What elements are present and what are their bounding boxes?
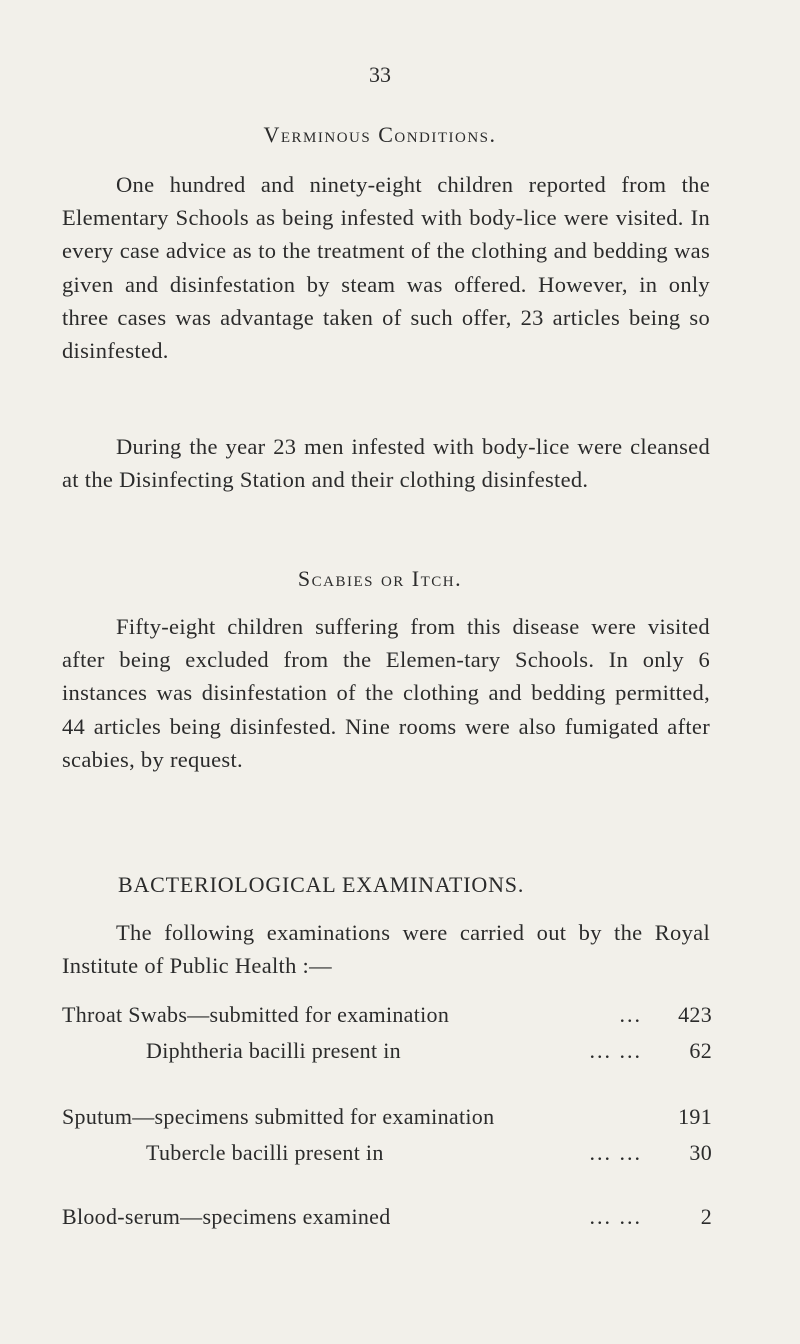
row-label: Throat Swabs—submitted for examination [62,1002,450,1027]
bacteriological-heading: BACTERIOLOGICAL EXAMINATIONS. [118,872,525,897]
verminous-paragraph-1: One hundred and ninety-eight children reported from the Elementary Schools as being infested with body-lice were visited. In every case advice as to the treatment of the clothing and bedding was given and disinfestation by steam was offered. However, in only three cases was advantage taken of such offer, 23 articles being so disinfested. [62,172,710,364]
leader-dots: ... ... [589,1140,642,1165]
row-value: 30 [689,1140,712,1165]
table-row [62,1204,712,1230]
leader-dots: ... [619,1002,642,1027]
table-row [62,1104,712,1130]
row-label: Blood-serum—specimens examined [62,1204,391,1229]
row-value: 62 [689,1038,712,1063]
row-label: Diphtheria bacilli present in [146,1038,401,1063]
table-row [62,1002,712,1028]
leader-dots: ... ... [589,1038,642,1063]
leader-dots: ... ... [589,1204,642,1229]
bacteriological-intro: The following examinations were carried out by the Royal Institute of Public Health :— [62,920,710,979]
row-value: 2 [700,1204,712,1229]
verminous-paragraph-2: During the year 23 men infested with body-lice were cleansed at the Disinfecting Station and their clothing disinfested. [62,434,710,493]
scabies-heading: Scabies or Itch. [297,566,463,591]
row-label: Tubercle bacilli present in [146,1140,384,1165]
scabies-paragraph: Fifty-eight children suffering from this disease were visited after being excluded from the Elemen-tary Schools. In only 6 instances was disinfestation of the clothing and bedding permitted, 44 articles being disinfested. Nine rooms were also fumigated after scabies, by request. [62,614,710,772]
table-row [146,1038,712,1064]
page-number: 33 [369,62,391,87]
row-value: 191 [678,1104,712,1129]
row-value: 423 [678,1002,712,1027]
row-label: Sputum—specimens submitted for examination [62,1104,495,1129]
verminous-heading: Verminous Conditions. [263,122,497,147]
table-row [146,1140,712,1166]
